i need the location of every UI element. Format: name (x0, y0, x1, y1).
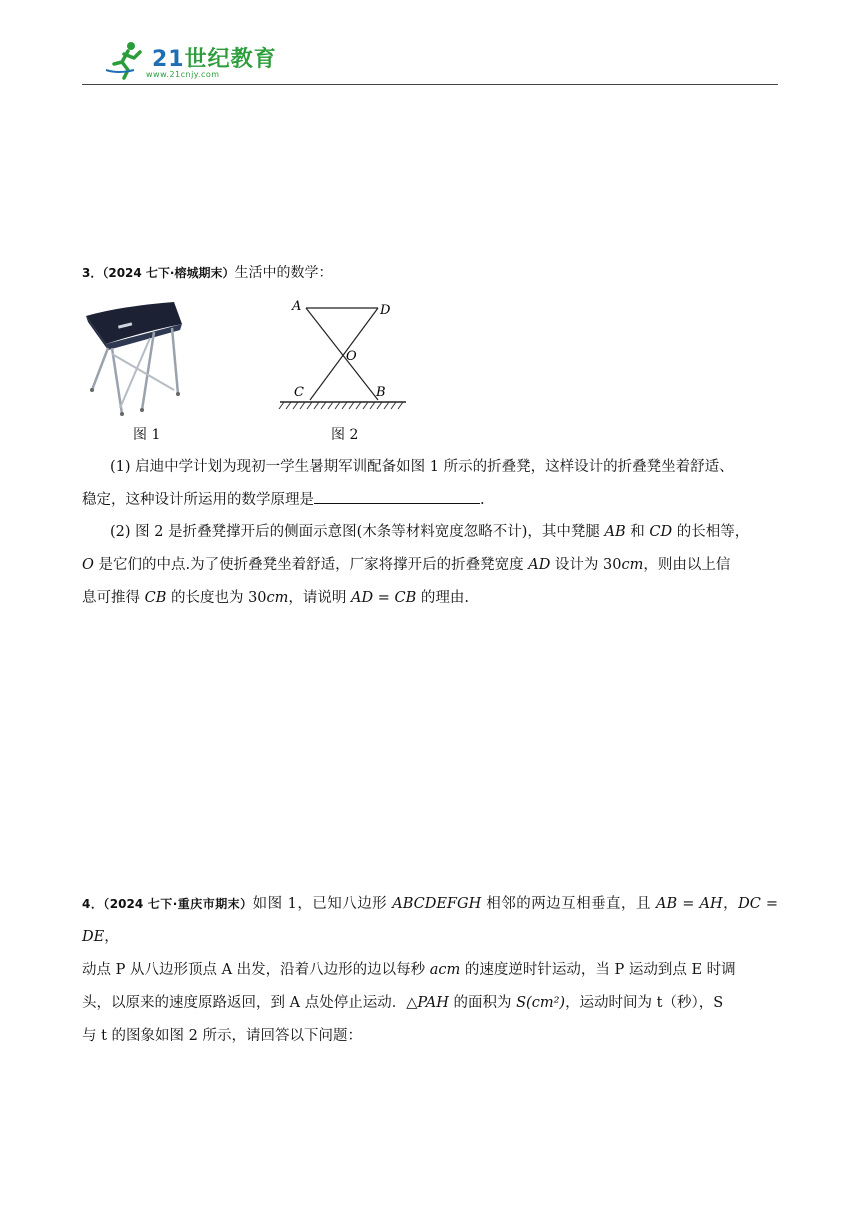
figure-2-caption: 图 2 (331, 427, 359, 443)
question-3-heading: 3．（2024 七下·榕城期末）生活中的数学： (82, 265, 333, 281)
figure-2-diagram (276, 296, 410, 414)
question-4: 4．（2024 七下·重庆市期末）如图 1，已知八边形 ABCDEFGH 相邻的两边互相垂直，且 AB = AH，DC = DE， 动点 P 从八边形顶点 A 出发，沿着八边形的边以每秒 acm 的速度逆时针运动，当 P 运动到点 E 时调 头，以原来的速度原路返回，到 A 点处停止运动．△PAH 的面积为 S(cm²)，运动时间为 t（秒），S 与 t 的图象如图 2 所示，请回答以下问题： (82, 896, 779, 1044)
runner-logo-icon (104, 40, 146, 80)
question-3-part-2: (2) 图 2 是折叠凳撑开后的侧面示意图(木条等材料宽度忽略不计)，其中凳腿 AB 和 CD 的长相等， O 是它们的中点.为了使折叠凳坐着舒适，厂家将撑开后的折叠凳宽度 AD 设计为 30cm，则由以上信 息可推得 CB 的长度也为 30cm，请说明 AD = CB 的理由. (82, 524, 750, 606)
label-B: B (376, 385, 386, 400)
logo-url: www.21cnjy.com (146, 70, 220, 79)
label-D: D (380, 303, 391, 318)
header-divider (82, 84, 778, 85)
question-3-part-1: (1) 启迪中学计划为现初一学生暑期军训配备如图 1 所示的折叠凳，这样设计的折叠凳坐着舒适、 稳定，这种设计所运用的数学原理是 . (82, 459, 734, 508)
folding-stool-photo (82, 298, 188, 418)
answer-blank[interactable] (314, 489, 480, 504)
label-A: A (292, 299, 302, 314)
label-C: C (294, 385, 304, 400)
page-header (82, 38, 778, 86)
figure-1-caption: 图 1 (133, 427, 161, 443)
label-O: O (346, 349, 357, 364)
logo-text: 21世纪教育 (152, 47, 277, 72)
